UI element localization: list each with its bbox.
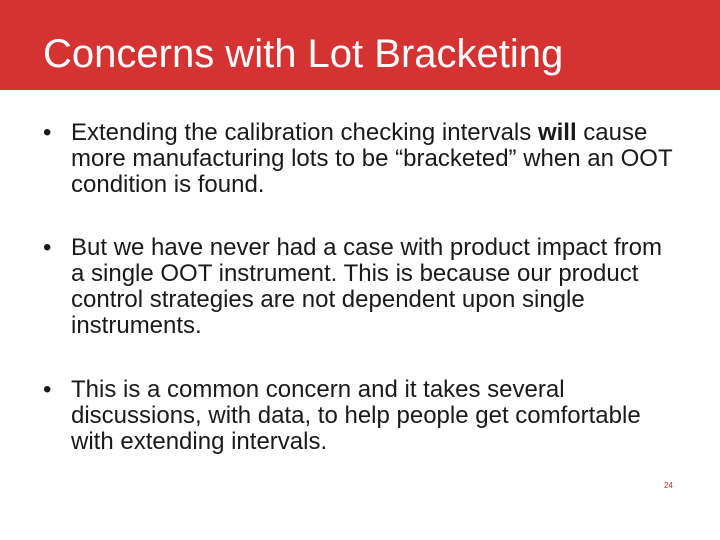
bullet-marker: • <box>43 119 52 146</box>
bullet-marker: • <box>43 376 52 403</box>
bullet-text-emphasis: will <box>537 119 577 146</box>
bullet-text-rest: cause more manufacturing lots to be “bracketed” when an OOT condition is found. <box>71 119 673 198</box>
bullet-text-lead: Extending the calibration checking intervals <box>71 119 538 146</box>
bullet-marker: • <box>43 234 52 261</box>
bullet-text <box>71 120 681 198</box>
bullet-text: But we have never had a case with product impact from a single OOT instrument. This is because our product control strategies are not dependent upon single instruments. <box>71 234 662 339</box>
title-bar <box>0 0 720 90</box>
page-number: 24 <box>664 481 673 490</box>
slide-title: Concerns with Lot Bracketing <box>43 32 564 76</box>
bullet-text: This is a common concern and it takes several discussions, with data, to help people get comfortable with extending intervals. <box>71 376 641 455</box>
